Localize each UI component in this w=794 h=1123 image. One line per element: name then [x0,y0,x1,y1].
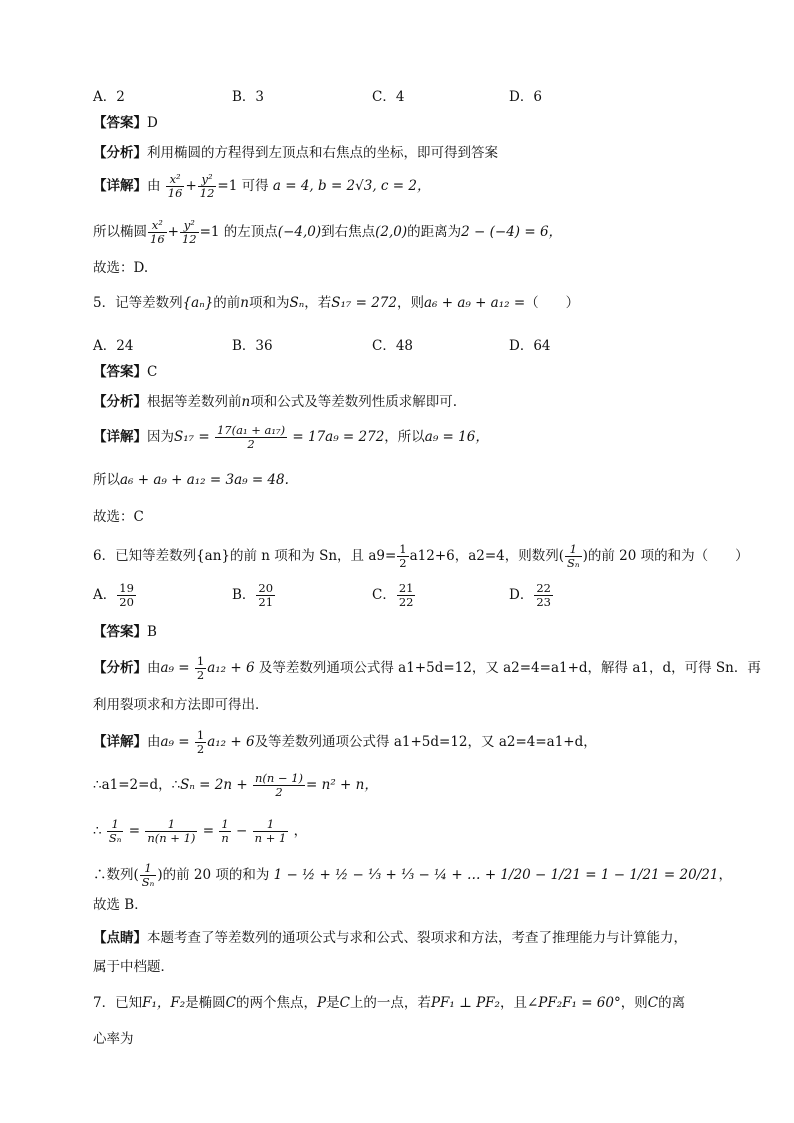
q5-option-b: B．36 [232,338,273,354]
q6-analysis-line-2: 利用裂项求和方法即可得出． [93,697,269,713]
fraction: $\frac{\text{x²}}{16}$ [167,172,183,201]
fraction: $\frac{19}{20}$ [119,581,134,610]
fraction: $\frac{22}{23}$ [536,581,551,610]
q6-detail-line-4: ∴数列( $\frac{1}{\text{Sₙ}}$ )的前 20 项的和为 1 − ½ + ½ − ⅓ + ⅓ − ¼ + … + 1/20 − 1/21 = 1 − 1/21 = 20/21， [93,861,732,890]
fraction: $\frac{1}{2}$ [399,542,407,571]
fraction: $\frac{1}{n}$ [221,817,229,846]
q5-analysis: 【分析】根据等差数列前n项和公式及等差数列性质求解即可. [93,394,457,410]
q7-stem-line-1: 7．已知F₁，F₂是椭圆C的两个焦点，P是C上的一点，若PF₁ ⊥ PF₂，且∠PF₂F₁ = 60°，则C的离 [93,995,686,1011]
q6-option-c: C． $\frac{21}{22}$ [372,581,414,610]
q6-detail-line-3: ∴ $\frac{1}{\text{Sₙ}}$ = $\frac{1}{n(n + 1)}$ = $\frac{1}{n}$ − $\frac{1}{n + 1}$ ， [93,817,308,846]
fraction: $\frac{20}{21}$ [258,581,274,610]
q6-option-d: D． $\frac{22}{23}$ [509,581,551,610]
fraction: $\frac{1}{2}$ [196,654,205,683]
fraction: $\frac{\text{17(a₁ + a₁₇)}}{2}$ [216,423,286,452]
fraction: $\frac{1}{\text{Sₙ}}$ [567,542,580,571]
fraction: $\frac{1}{n + 1}$ [254,817,287,846]
q5-stem: 5．记等差数列{aₙ}的前n项和为Sₙ，若S₁₇ = 272，则a₆ + a₉ + a₁₂ =（ ） [93,295,580,311]
fraction: $\frac{n(n - 1)}{2}$ [254,771,304,800]
fraction: $\frac{\text{y²}}{12}$ [181,218,197,247]
q5-detail-line-1: 【详解】因为S₁₇ = $\frac{\text{17(a₁ + a₁₇)}}{2}$ = 17a₉ = 272，所以a₉ = 16， [93,423,489,452]
q4-detail-line-1: 【详解】由 $\frac{\text{x²}}{16}$ + $\frac{\text{y²}}{12}$ =1 可得 a = 4, b = 2√3, c = 2， [93,172,431,201]
fraction: $\frac{\text{y²}}{12}$ [199,172,215,201]
fraction: $\frac{1}{n(n + 1)}$ [147,817,196,846]
q4-detail-line-2: 所以椭圆 $\frac{\text{x²}}{16}$ + $\frac{\text{y²}}{12}$ =1 的左顶点(−4,0)到右焦点(2,0)的距离为2 − (−4) = 6， [93,218,563,247]
q6-stem: 6．已知等差数列{an}的前 n 项和为 Sn，且 a9= $\frac{1}{2}$ a12+6，a2=4，则数列( $\frac{1}{\text{Sₙ}}$ )的前 20 项的和为（ ） [93,542,749,571]
q6-detail-line-2: ∴a1=2=d，∴Sₙ = 2n + $\frac{n(n - 1)}{2}$ = n² + n， [93,771,378,800]
q6-comment-line-1: 【点睛】本题考查了等差数列的通项公式与求和公式、裂项求和方法，考查了推理能力与计算能力， [93,930,687,946]
q4-option-c: C．4 [372,89,405,105]
q5-choose: 故选：C [93,509,144,525]
fraction: $\frac{\text{x²}}{16}$ [150,218,165,247]
fraction: $\frac{1}{\text{Sₙ}}$ [108,817,122,846]
q6-option-a: A． $\frac{19}{20}$ [93,581,134,610]
q4-choose: 故选：D. [93,260,149,276]
q6-comment-line-2: 属于中档题． [93,959,174,975]
fraction: $\frac{1}{2}$ [196,728,205,757]
q6-analysis-line-1: 【分析】由a₉ = $\frac{1}{2}$ a₁₂ + 6 及等差数列通项公式得 a1+5d=12，又 a2=4=a1+d，解得 a1，d，可得 Sn．再 [93,654,761,683]
q5-option-d: D．64 [509,338,551,354]
q5-answer: 【答案】C [93,364,158,380]
q5-option-a: A．24 [93,338,134,354]
q4-analysis: 【分析】利用椭圆的方程得到左顶点和右焦点的坐标，即可得到答案 [93,145,498,161]
q4-option-d: D．6 [509,89,542,105]
q6-option-b: B． $\frac{20}{21}$ [232,581,274,610]
q6-detail-line-1: 【详解】由a₉ = $\frac{1}{2}$ a₁₂ + 6及等差数列通项公式得 a1+5d=12，又 a2=4=a1+d， [93,728,597,757]
q7-stem-line-2: 心率为 [93,1031,134,1047]
fraction: $\frac{21}{22}$ [398,581,414,610]
q6-answer: 【答案】B [93,624,157,640]
q4-option-a: A．2 [93,89,125,105]
q6-choose: 故选 B． [93,897,148,913]
fraction: $\frac{1}{\text{Sₙ}}$ [141,861,155,890]
q5-option-c: C．48 [372,338,414,354]
q5-detail-line-2: 所以a₆ + a₉ + a₁₂ = 3a₉ = 48. [93,472,289,488]
q4-option-b: B．3 [232,89,265,105]
q4-answer: 【答案】D [93,115,158,131]
